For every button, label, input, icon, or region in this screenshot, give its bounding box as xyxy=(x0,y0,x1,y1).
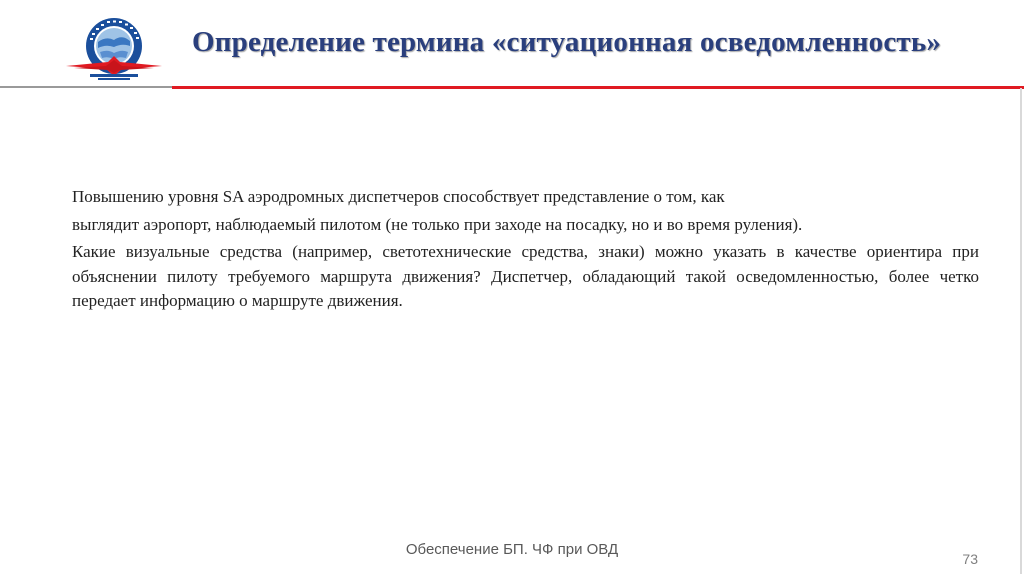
right-edge-line xyxy=(1020,88,1022,574)
body-paragraph-2: Какие визуальные средства (например, светотехнические средства, знаки) можно указать в качестве ориентира при объяснении пилоту требуемого маршрута движения? Диспетчер, обладающий такой осведомленностью, более четко передает информацию о маршруте движения. xyxy=(72,242,979,310)
page-number: 73 xyxy=(962,551,978,567)
gk-orvd-logo-icon xyxy=(64,16,164,82)
slide-title: Определение термина «ситуационная осведомленность» xyxy=(192,26,942,58)
slide-footer: Обеспечение БП. ЧФ при ОВД xyxy=(405,541,619,558)
body-line-2: выглядит аэропорт, наблюдаемый пилотом (не только при заходе на посадку, но и во время руления). xyxy=(72,214,803,234)
body-line-1: Повышению уровня SA аэродромных диспетчеров способствует представление о том, как xyxy=(72,187,725,206)
slide-body xyxy=(72,185,979,314)
header-accent-rule xyxy=(172,86,1024,89)
